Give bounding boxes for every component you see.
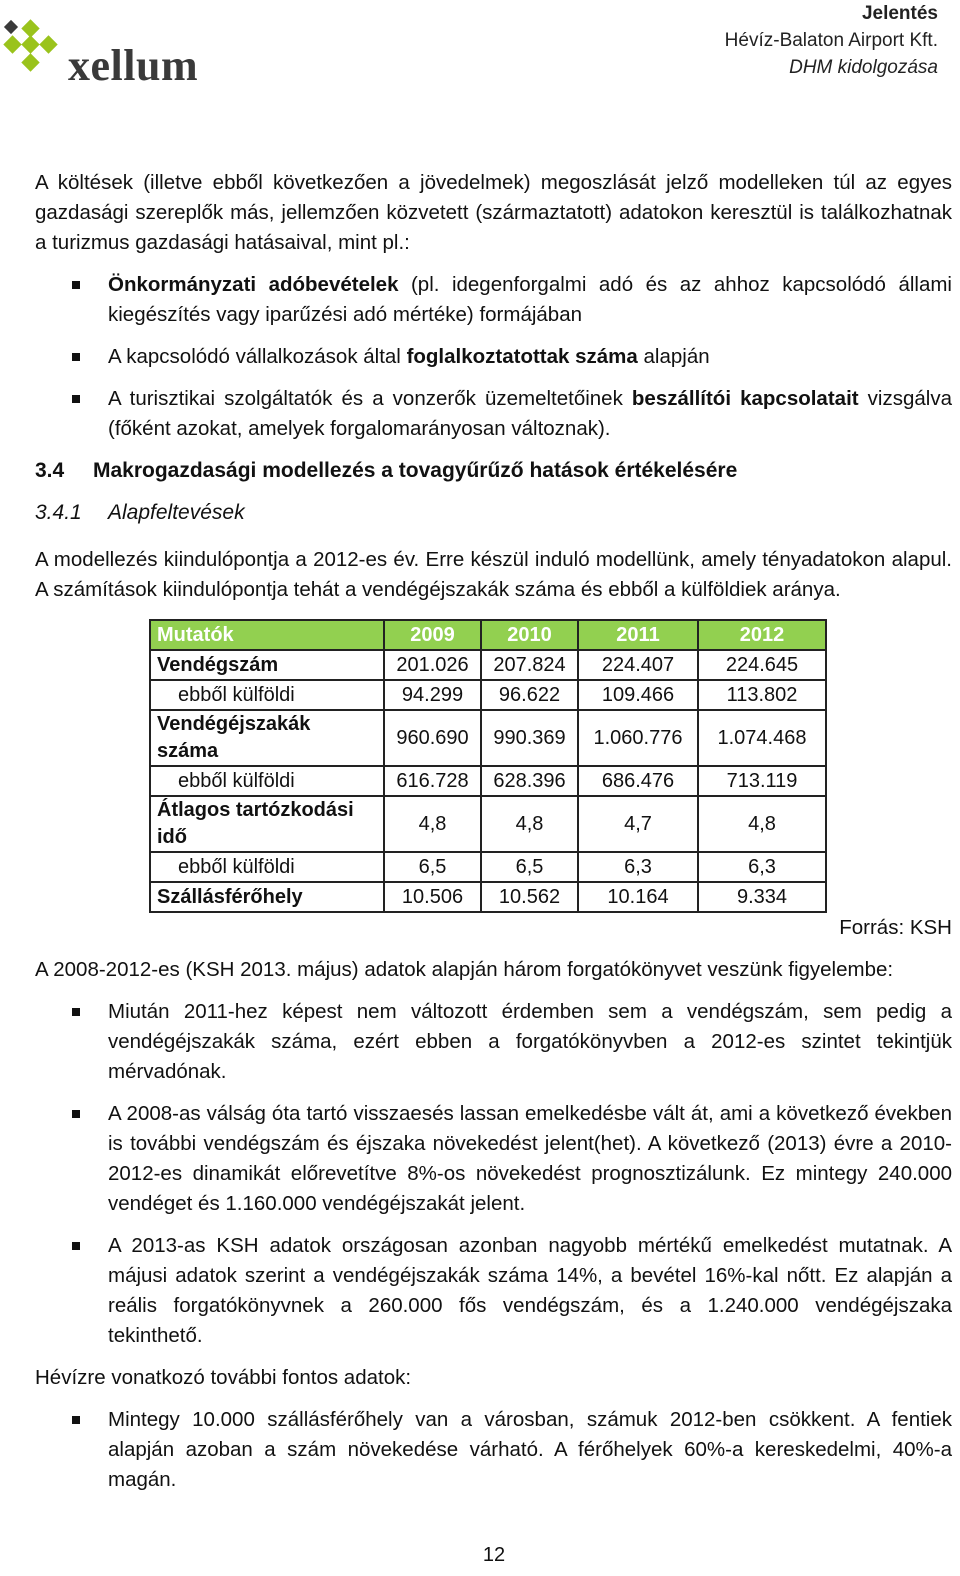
subsection-heading <box>35 498 952 528</box>
table-cell: 6,5 <box>481 852 578 882</box>
row-label: ebből külföldi <box>150 852 384 882</box>
table-cell: 201.026 <box>384 650 481 680</box>
row-label: ebből külföldi <box>150 680 384 710</box>
table-row <box>150 650 826 680</box>
subsection-number: 3.4.1 <box>35 501 82 524</box>
table-header-cell: 2010 <box>481 620 578 650</box>
row-label: Vendégéjszakák száma <box>150 710 384 766</box>
body-content <box>35 168 952 1495</box>
table-cell: 207.824 <box>481 650 578 680</box>
table-cell: 109.466 <box>578 680 698 710</box>
subsection-title: Alapfeltevések <box>108 501 245 524</box>
bullet-item <box>35 270 952 330</box>
table-row <box>150 680 826 710</box>
scenarios-intro: A 2008-2012-es (KSH 2013. május) adatok alapján három forgatókönyvet veszünk figyelembe: <box>35 958 894 981</box>
bullet-bold: beszállítói kapcsolatait <box>631 387 859 410</box>
table-source: Forrás: KSH <box>839 916 952 939</box>
table-cell: 713.119 <box>698 766 826 796</box>
table-cell: 1.060.776 <box>578 710 698 766</box>
table-cell: 628.396 <box>481 766 578 796</box>
table-row <box>150 710 826 766</box>
section-title: Makrogazdasági modellezés a tovagyűrűző hatások értékelésére <box>93 459 738 482</box>
table-cell: 6,3 <box>698 852 826 882</box>
table-row <box>150 796 826 852</box>
table-cell: 4,8 <box>698 796 826 852</box>
bullet-bold: Önkormányzati adóbevételek <box>108 273 399 296</box>
table-header-row <box>150 620 826 650</box>
table-cell: 96.622 <box>481 680 578 710</box>
report-title: Jelentés <box>861 3 938 24</box>
table-cell: 4,8 <box>481 796 578 852</box>
table-row <box>150 882 826 912</box>
table-cell: 960.690 <box>384 710 481 766</box>
table-cell: 10.164 <box>578 882 698 912</box>
table-header-cell: 2009 <box>384 620 481 650</box>
bullet-text: A turisztikai szolgáltatók és a vonzerők üzemeltetőinek <box>108 387 632 410</box>
table-header-cell: 2012 <box>698 620 826 650</box>
table-row <box>150 852 826 882</box>
table-cell: 113.802 <box>698 680 826 710</box>
table-cell: 616.728 <box>384 766 481 796</box>
bullet-item: A 2013-as KSH adatok országosan azonban nagyobb mértékű emelkedést mutatnak. A májusi adatok szerint a vendégéjszakák száma 14%, a bevétel 16%-kal nőtt. Ez alapján a reális forgatókönyvnek a 260.000 fős vendégszám, és a 1.240.000 vendégéjszaka tekinthető. <box>35 1231 952 1351</box>
table-cell: 6,5 <box>384 852 481 882</box>
table-header-cell: Mutatók <box>150 620 384 650</box>
bullet-item: Mintegy 10.000 szállásférőhely van a városban, számuk 2012-ben csökkent. A fentiek alapján azoban a szám növekedése várható. A férőhelyek 60%-a kereskedelmi, 40%-a magán. <box>35 1405 952 1495</box>
heviz-data-heading: Hévízre vonatkozó további fontos adatok: <box>35 1366 412 1389</box>
bullet-item: A 2008-as válság óta tartó visszaesés lassan emelkedésbe vált át, ami a következő években is további vendégszám és éjszaka növekedést jelent(het). A következő (2013) évre a 2010-2012-es dinamikát előrevetítve 8%-os növekedést prognosztizálunk. Ez mintegy 240.000 vendéget és 1.160.000 vendégéjszakát jelent. <box>35 1099 952 1219</box>
logo-wordmark: xellum <box>68 41 199 90</box>
table-cell: 224.645 <box>698 650 826 680</box>
table-cell: 94.299 <box>384 680 481 710</box>
intro-paragraph: A költések (illetve ebből következően a jövedelmek) megoszlását jelző modelleken túl az egyes gazdasági szereplők más, jellemzően közvetett (származtatott) adatokon keresztül is találkozhatnak a turizmus gazdasági hatásaival, mint pl.: <box>35 171 952 254</box>
table-cell: 686.476 <box>578 766 698 796</box>
row-label: Szállásférőhely <box>150 882 384 912</box>
bullet-item <box>35 342 952 372</box>
bullet-bold: foglalkoztatottak száma <box>406 345 638 368</box>
table-cell: 9.334 <box>698 882 826 912</box>
table-cell: 4,8 <box>384 796 481 852</box>
table-cell: 990.369 <box>481 710 578 766</box>
statistics-table <box>149 619 827 913</box>
bullet-text: (pl. idegenforgalmi adó és az ahhoz kapcsolódó állami kiegészítés vagy iparűzési adó mértéke) formájában <box>108 273 952 326</box>
modelling-paragraph: A modellezés kiindulópontja a 2012-es év. Erre készül induló modellünk, amely tényadatokon alapul. A számítások kiindulópontja tehát a vendégéjszakák száma és ebből a külföldiek aránya. <box>35 548 952 601</box>
bullet-text: A kapcsolódó vállalkozások által <box>108 345 407 368</box>
running-header <box>725 0 938 81</box>
bullet-text: alapján <box>637 345 710 368</box>
table-cell: 10.562 <box>481 882 578 912</box>
table-row <box>150 766 826 796</box>
bullet-item <box>35 384 952 444</box>
xellum-logo <box>0 18 240 90</box>
table-cell: 6,3 <box>578 852 698 882</box>
logo-diamonds-icon <box>0 18 66 86</box>
page-number: 12 <box>482 1544 506 1566</box>
row-label: ebből külföldi <box>150 766 384 796</box>
table-header-cell: 2011 <box>578 620 698 650</box>
table-cell: 1.074.468 <box>698 710 826 766</box>
bullet-text: vizsgálva (főként azokat, amelyek forgalomarányosan változnak). <box>108 387 952 440</box>
company-name: Hévíz-Balaton Airport Kft. <box>724 30 938 51</box>
bullet-item: Miután 2011-hez képest nem változott érdemben sem a vendégszám, sem pedig a vendégéjszakák száma, ezért ebben a forgatókönyvben a 2012-es szintet tekintjük mérvadónak. <box>35 997 952 1087</box>
section-heading <box>35 456 952 486</box>
section-number: 3.4 <box>35 459 65 482</box>
row-label: Vendégszám <box>150 650 384 680</box>
table-cell: 10.506 <box>384 882 481 912</box>
report-subtitle: DHM kidolgozása <box>789 57 938 78</box>
row-label: Átlagos tartózkodási idő <box>150 796 384 852</box>
table-cell: 4,7 <box>578 796 698 852</box>
table-cell: 224.407 <box>578 650 698 680</box>
